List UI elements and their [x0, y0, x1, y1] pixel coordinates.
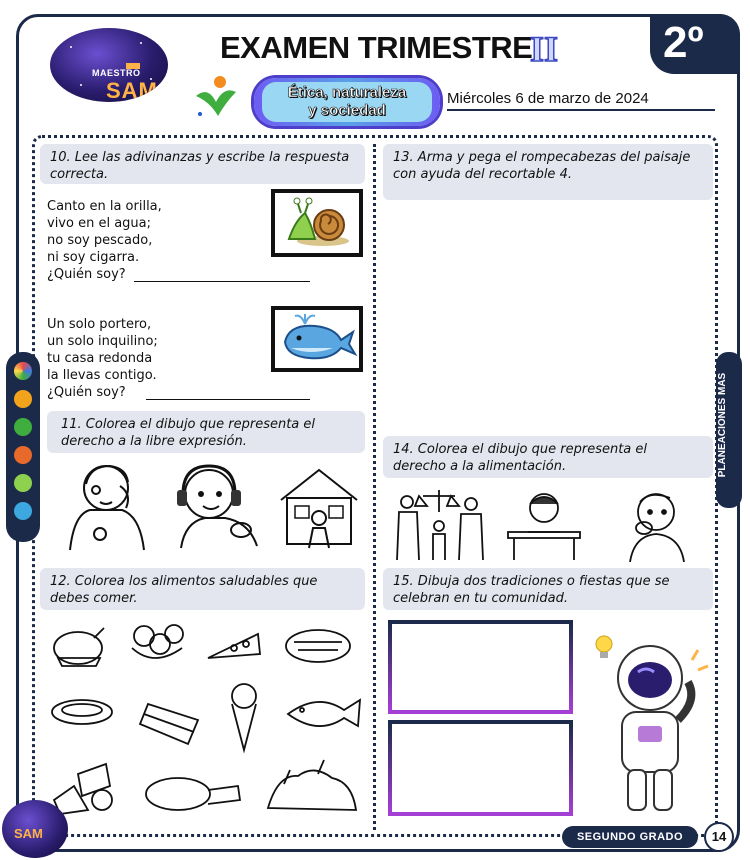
vegetables-drawing	[268, 760, 356, 810]
question-10-instruction: 10. Lee las adivinanzas y escribe la respuesta correcta.	[40, 144, 365, 184]
subject-icon-2	[14, 390, 32, 408]
question-13-instruction: 13. Arma y pega el rompecabezas del paisaje con ayuda del recortable 4.	[383, 144, 713, 200]
whale-icon	[275, 310, 359, 368]
tradition-drawing-box-1[interactable]	[388, 620, 573, 714]
pizza-slice-drawing	[208, 634, 260, 658]
ham-drawing	[146, 778, 240, 810]
snail-icon	[275, 193, 359, 253]
paella-drawing	[52, 700, 112, 724]
right-side-label-bar	[716, 352, 742, 508]
house-with-child-drawing[interactable]	[275, 464, 363, 550]
riddle-1-text: Canto en la orilla, vivo en el agua; no soy pescado, ni soy cigarra. ¿Quién soy?	[47, 199, 162, 282]
child-eating-drawing[interactable]	[610, 486, 700, 562]
puzzle-paste-area[interactable]	[383, 206, 713, 428]
subject-line-2: y sociedad	[308, 102, 386, 119]
maestro-sam-logo	[50, 28, 168, 102]
subject-icon-1	[14, 362, 32, 380]
footer-logo	[2, 800, 68, 858]
subject-icon-3	[14, 418, 32, 436]
left-subject-icons-bar	[6, 352, 40, 542]
riddle-2-image-frame	[271, 306, 363, 372]
subject-badge	[254, 78, 440, 126]
column-divider	[373, 144, 376, 830]
logo-text-top: MAESTRO	[92, 68, 141, 78]
side-label-text: PLANEACIONES MAS	[717, 372, 728, 478]
roast-chicken-drawing	[54, 628, 104, 666]
sandwich-drawing	[140, 704, 198, 744]
riddle-2-text: Un solo portero, un solo inquilino; tu casa redonda la llevas contigo. ¿Quién soy?	[47, 317, 158, 400]
riddle-1-answer-line[interactable]	[134, 281, 310, 282]
question-14-instruction: 14. Colorea el dibujo que representa el derecho a la alimentación.	[383, 436, 713, 478]
ice-cream-drawing	[232, 684, 256, 750]
tradition-drawing-box-2[interactable]	[388, 720, 573, 816]
child-at-desk-drawing[interactable]	[500, 486, 588, 562]
exam-date: Miércoles 6 de marzo de 2024	[447, 90, 715, 111]
subject-icon-6	[14, 502, 32, 520]
pie-drawing	[286, 630, 350, 662]
food-drawings-grid[interactable]	[48, 614, 364, 826]
family-justice-drawing[interactable]	[387, 486, 491, 562]
subject-field-icon	[190, 72, 242, 120]
exam-title: EXAMEN TRIMESTRE	[220, 30, 533, 65]
grade-label: 2º	[663, 18, 704, 67]
riddle-1-image-frame	[271, 189, 363, 257]
question-11-instruction: 11. Colorea el dibujo que representa el derecho a la libre expresión.	[47, 411, 365, 453]
fish-drawing	[288, 700, 360, 726]
astronaut-illustration	[588, 630, 712, 820]
question-12-instruction: 12. Colorea los alimentos saludables que debes comer.	[40, 568, 365, 610]
footer-grade-label: SEGUNDO GRADO	[562, 826, 698, 848]
footer-logo-text: SAM	[14, 826, 43, 841]
question-15-instruction: 15. Dibuja dos tradiciones o fiestas que se celebran en tu comunidad.	[383, 568, 713, 610]
riddle-2-answer-line[interactable]	[146, 399, 310, 400]
page-number: 14	[704, 822, 734, 852]
trimester-numeral: II	[530, 29, 559, 69]
child-listening-drawing[interactable]	[60, 458, 150, 552]
logo-text-main: SAM	[106, 78, 158, 102]
bread-cheese-drawing	[54, 764, 112, 814]
subject-icon-5	[14, 474, 32, 492]
child-headphones-drawing[interactable]	[165, 460, 265, 550]
subject-icon-4	[14, 446, 32, 464]
fruit-bowl-drawing	[132, 625, 183, 658]
subject-line-1: Ética, naturaleza	[287, 84, 407, 101]
